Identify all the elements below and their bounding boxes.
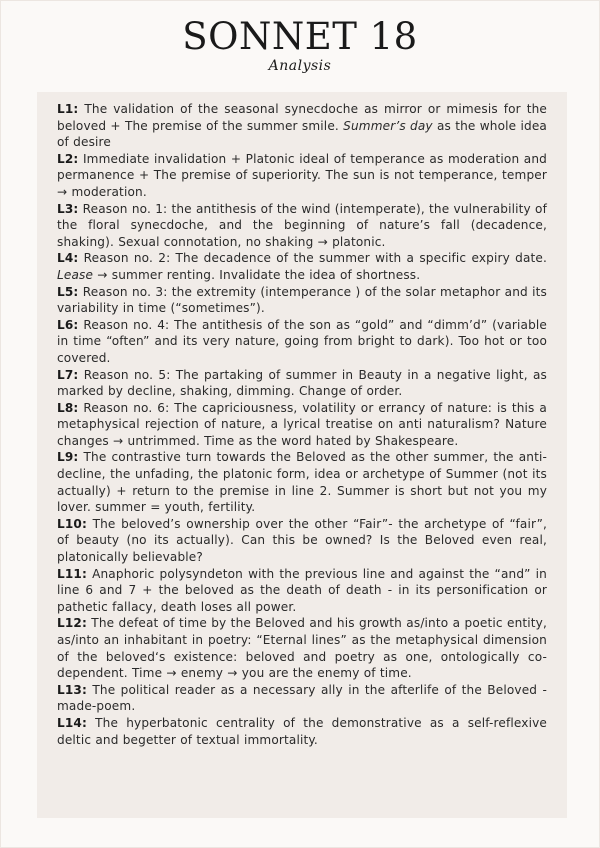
- entry-text-continued: as the whole idea of desire: [57, 118, 547, 150]
- line-entry-8: [57, 400, 547, 450]
- line-entry-4: [57, 250, 547, 283]
- entry-text: The beloved’s ownership over the other “Fair”- the archetype of “fair”, of beauty (no its actually). Can this be owned? Is the Beloved even real, platonically believable?: [57, 516, 548, 565]
- entry-text-continued: → summer renting. Invalidate the idea of shortness.: [93, 267, 421, 282]
- line-entry-12: [57, 615, 547, 681]
- entry-label: L8:: [57, 400, 79, 415]
- line-entry-10: [57, 516, 547, 566]
- entry-text: Reason no. 1: the antithesis of the wind (intemperate), the vulnerability of the floral synecdoche, and the beginning of nature’s fall (decadence, shaking). Sexual connotation, no shaking → platonic.: [57, 201, 547, 249]
- entry-text: Immediate invalidation + Platonic ideal of temperance as moderation and permanence + The premise of superiority. The sun is not temperance, temper → moderation.: [57, 151, 547, 199]
- analysis-card: [37, 92, 567, 818]
- page-title: SONNET 18: [182, 15, 418, 58]
- entry-text: The validation of the seasonal synecdoche as mirror or mimesis for the beloved + The premise of the summer smile.: [57, 102, 547, 133]
- line-entry-5: [57, 284, 547, 317]
- entry-text: The political reader as a necessary ally in the afterlife of the Beloved -made-poem.: [57, 682, 547, 714]
- line-entry-13: [57, 682, 547, 715]
- entry-label: L4:: [57, 251, 79, 266]
- entry-text: Reason no. 3: the extremity (intemperance ) of the solar metaphor and its variability in time (“sometimes”).: [57, 284, 547, 316]
- entry-label: L10:: [57, 516, 87, 531]
- entry-label: L13:: [57, 682, 87, 697]
- entry-text: The defeat of time by the Beloved and his growth as/into a poetic entity, as/into an inhabitant in poetry: “Eternal lines” as the metaphysical dimension of the beloved‘s existence: beloved and poetry as one, ontologically co-dependent. Time → enemy → you are the enemy of time.: [57, 616, 547, 681]
- entry-text: The hyperbatonic centrality of the demonstrative as a self-reflexive deltic and begetter of textual immortality.: [57, 715, 547, 747]
- line-entry-6: [57, 317, 547, 367]
- line-entry-7: [57, 367, 547, 400]
- entry-label: L12:: [57, 616, 87, 631]
- line-entry-3: [57, 201, 547, 251]
- page-subtitle: Analysis: [268, 58, 332, 74]
- entry-label: L3:: [57, 201, 79, 216]
- entry-label: L6:: [57, 317, 79, 332]
- entry-text: The contrastive turn towards the Beloved as the other summer, the anti-decline, the unfading, the platonic form, idea or archetype of Summer (not its actually) + return to the premise in line 2. Summer is short but not you my lover. summer = youth, fertility.: [57, 450, 547, 515]
- entry-label: L11:: [57, 566, 87, 581]
- entry-text: Reason no. 2: The decadence of the summer with a specific expiry date.: [83, 251, 547, 266]
- entry-emphasis: Summer’s day: [343, 118, 433, 133]
- entry-label: L7:: [57, 367, 79, 382]
- entry-label: L14:: [57, 715, 87, 730]
- entry-label: L5:: [57, 284, 79, 299]
- entry-label: L9:: [57, 450, 79, 465]
- line-entry-11: [57, 566, 547, 616]
- entry-text: Anaphoric polysyndeton with the previous line and against the “and” in line 6 and 7 + the beloved as the death of death - in its personification or pathetic fallacy, death loses all power.: [57, 566, 547, 614]
- entry-emphasis: Lease: [57, 267, 94, 282]
- line-entry-2: [57, 151, 547, 201]
- entry-text: Reason no. 6: The capriciousness, volatility or errancy of nature: is this a metaphysical rejection of nature, a lyrical treatise on anti naturalism? Nature changes → untrimmed. Time as the word hated by Shakespeare.: [57, 400, 547, 448]
- entry-text: Reason no. 4: The antithesis of the son as “gold” and “dimm’d” (variable in time “often” and its very nature, going from bright to dark). Too hot or too covered.: [57, 317, 548, 365]
- line-entry-14: [57, 715, 547, 748]
- entry-text: Reason no. 5: The partaking of summer in Beauty in a negative light, as marked by decline, shaking, dimming. Change of order.: [57, 367, 547, 399]
- line-entry-9: [57, 449, 547, 515]
- line-entry-1: [57, 101, 547, 151]
- entry-label: L1:: [57, 102, 79, 116]
- entry-label: L2:: [57, 151, 79, 166]
